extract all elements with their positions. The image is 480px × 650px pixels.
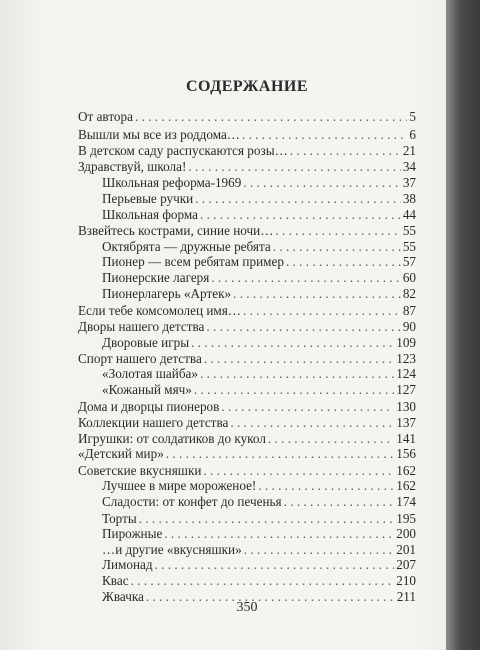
toc-entry-label: Спорт нашего детства: [78, 350, 202, 366]
toc-entry: [78, 108, 416, 126]
toc-entry-page: 211: [396, 588, 416, 604]
toc-entry-label: Лучшее в мире мороженое!: [102, 478, 257, 494]
toc-entry-label: Пионерлагерь «Артек»: [102, 285, 232, 301]
toc-entry-page: 201: [396, 541, 416, 557]
toc-entry-label: От автора: [78, 108, 133, 124]
toc-leader-dots: [188, 158, 400, 176]
toc-entry: [102, 381, 416, 399]
toc-entry-label: …и другие «вкусняшки»: [102, 541, 242, 557]
toc-entry-label: Вышли мы все из роддома…: [78, 126, 240, 142]
toc-entry-label: Перьевые ручки: [102, 191, 194, 207]
toc-entry-page: 44: [402, 206, 416, 222]
toc-entry-label: Дворы нашего детства: [78, 318, 205, 334]
toc-leader-dots: [233, 285, 401, 303]
toc-leader-dots: [194, 381, 394, 399]
toc-entry: [102, 493, 416, 511]
toc-entry-page: 123: [396, 350, 416, 366]
toc-entry-label: «Золотая шайба»: [102, 366, 198, 382]
toc-entry-label: Здравствуй, школа!: [78, 158, 187, 174]
toc-entry-page: 87: [402, 303, 416, 319]
toc-entry-page: 37: [402, 175, 416, 191]
toc-entry-label: Дома и дворцы пионеров: [78, 399, 220, 415]
toc-entry-page: 5: [409, 108, 416, 124]
toc-entry-label: «Кожаный мяч»: [102, 382, 192, 398]
toc-entry-label: Жвачка: [102, 588, 144, 604]
toc-entry-label: Лимонад: [102, 557, 153, 573]
toc-leader-dots: [200, 206, 401, 224]
toc-entry-page: 57: [402, 254, 416, 270]
toc-leader-dots: [284, 493, 395, 511]
toc-entry-page: 156: [396, 446, 416, 462]
toc-entry-page: 174: [396, 494, 416, 510]
toc-entry-label: Игрушки: от солдатиков до кукол: [78, 430, 266, 446]
toc-entry-label: Квас: [102, 573, 129, 588]
toc-entry-label: Пирожные: [102, 526, 163, 542]
toc-entry-label: Если тебе комсомолец имя…: [78, 303, 241, 319]
toc-leader-dots: [135, 108, 407, 126]
toc-leader-dots: [242, 126, 407, 144]
toc-entry-label: Взвейтесь кострами, синие ночи…: [78, 223, 274, 239]
toc-entry-label: Дворовые игры: [102, 335, 190, 351]
toc-entry-page: 82: [402, 285, 416, 301]
toc-entry-label: Советские вкусняшки: [78, 462, 202, 478]
toc-entry-label: Пионер — всем ребятам пример: [102, 254, 284, 270]
toc-entry-page: 55: [402, 238, 416, 254]
toc-entry-label: Пионерские лагеря: [102, 270, 210, 286]
toc-entry: [78, 318, 416, 336]
toc-entry-label: В детском саду распускаются розы…: [78, 143, 288, 159]
toc-entry-label: Школьная форма: [102, 206, 198, 222]
toc-entry-page: 34: [402, 158, 416, 174]
toc-entry-label: Школьная реформа-1969: [102, 175, 242, 191]
toc-entry-label: Сладости: от конфет до печенья: [102, 494, 282, 510]
toc-entry-page: 6: [409, 126, 416, 142]
toc-entry-page: 130: [396, 399, 416, 415]
toc-entry-page: 109: [396, 335, 416, 351]
toc-entry-label: Торты: [102, 510, 137, 526]
toc-entry-page: 207: [396, 557, 416, 573]
toc-entry-label: «Детский мир»: [78, 446, 164, 462]
toc-entry-page: 90: [402, 318, 416, 334]
toc-leader-dots: [206, 318, 400, 336]
toc-entry: [78, 445, 416, 463]
toc-entry-page: 162: [396, 462, 416, 478]
toc-entry-label: Коллекции нашего детства: [78, 415, 229, 431]
toc-entry-page: 137: [396, 415, 416, 431]
toc-entry-page: 21: [402, 143, 416, 159]
toc-entry-page: 124: [396, 366, 416, 382]
toc-entry-page: 210: [396, 573, 416, 588]
page-number: 350: [236, 600, 258, 615]
toc-entry-label: Октябрята — дружные ребята: [102, 238, 271, 254]
book-spine: [446, 0, 480, 650]
toc-entry-page: 55: [402, 223, 416, 239]
toc-entry-page: 162: [396, 478, 416, 494]
toc-entry-page: 38: [402, 191, 416, 207]
toc-leader-dots: [166, 445, 394, 463]
toc-entry-page: 195: [396, 510, 416, 526]
toc-entry-page: 200: [396, 526, 416, 542]
toc-entry: [102, 206, 416, 224]
toc-entry-page: 127: [396, 382, 416, 398]
toc-entry-page: 141: [396, 430, 416, 446]
toc-entry: [102, 285, 416, 303]
toc-title: СОДЕРЖАНИЕ: [185, 78, 309, 95]
toc-entry: [78, 158, 416, 176]
toc-entry: [78, 126, 416, 144]
toc-entry-page: 60: [402, 270, 416, 286]
